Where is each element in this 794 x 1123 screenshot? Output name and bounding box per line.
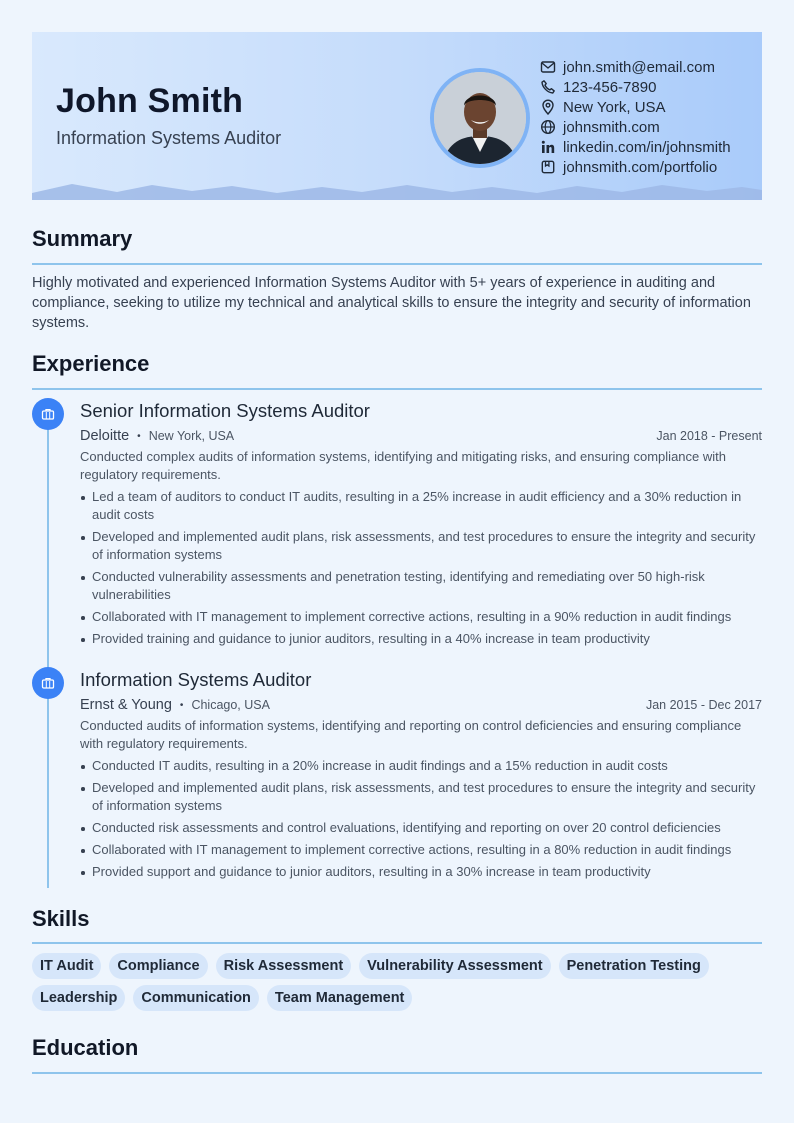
skill-chip: Compliance xyxy=(109,953,207,979)
mail-icon xyxy=(540,59,556,75)
job-dates: Jan 2015 - Dec 2017 xyxy=(645,698,762,712)
list-item: Conducted risk assessments and control evaluations, identifying and reporting on over 20 control deficiencies xyxy=(80,819,762,837)
job-location: Chicago, USA xyxy=(191,698,270,712)
contact-location: New York, USA xyxy=(540,97,731,117)
job-location: New York, USA xyxy=(148,429,235,443)
skill-chip: Vulnerability Assessment xyxy=(359,953,550,979)
list-item: Provided training and guidance to junior auditors, resulting in a 40% increase in team productivity xyxy=(80,630,762,648)
experience-divider xyxy=(32,388,762,390)
contact-phone[interactable]: 123-456-7890 xyxy=(540,77,731,97)
linkedin-icon xyxy=(540,139,556,155)
job-meta xyxy=(80,693,762,717)
timeline-dot-1 xyxy=(32,398,64,430)
list-item: Conducted IT audits, resulting in a 20% increase in audit findings and a 15% reduction in audit costs xyxy=(80,757,762,775)
contact-linkedin[interactable]: linkedin.com/in/johnsmith xyxy=(540,137,731,157)
contact-website[interactable]: johnsmith.com xyxy=(540,117,731,137)
skill-row xyxy=(32,953,762,979)
briefcase-icon xyxy=(41,676,55,690)
skill-chip: IT Audit xyxy=(32,953,101,979)
education-divider xyxy=(32,1072,762,1074)
list-item: Collaborated with IT management to implement corrective actions, resulting in a 80% reduction in audit findings xyxy=(80,841,762,859)
skills-list xyxy=(32,953,762,1017)
separator-dot: • xyxy=(137,430,141,442)
briefcase-icon xyxy=(41,407,55,421)
list-item: Developed and implemented audit plans, risk assessments, and test procedures to ensure the integrity and security of information systems xyxy=(80,528,762,564)
summary-divider xyxy=(32,263,762,265)
job-dates: Jan 2018 - Present xyxy=(656,429,762,443)
timeline-dot-2 xyxy=(32,667,64,699)
education-heading: Education xyxy=(32,1035,139,1060)
summary-text: Highly motivated and experienced Information Systems Auditor with 5+ years of experience in auditing and compliance, seeking to utilize my technical and analytical skills to ensure the integrity and security of information systems. xyxy=(32,275,751,331)
resume-header xyxy=(32,32,762,200)
skill-row xyxy=(32,985,762,1011)
skill-chip: Leadership xyxy=(32,985,125,1011)
list-item: Collaborated with IT management to implement corrective actions, resulting in a 90% reduction in audit findings xyxy=(80,608,762,626)
job-meta xyxy=(80,424,762,448)
skill-chip: Team Management xyxy=(267,985,412,1011)
globe-icon xyxy=(540,119,556,135)
skill-chip: Penetration Testing xyxy=(559,953,709,979)
list-item: Developed and implemented audit plans, risk assessments, and test procedures to ensure the integrity and security of information systems xyxy=(80,779,762,815)
summary-heading: Summary xyxy=(32,226,133,251)
timeline-line xyxy=(47,414,49,888)
skill-chip: Communication xyxy=(133,985,259,1011)
job-bullets xyxy=(80,488,762,648)
list-item: Led a team of auditors to conduct IT audits, resulting in a 25% increase in audit efficiency and a 30% reduction in audit costs xyxy=(80,488,762,524)
avatar xyxy=(430,68,530,168)
skill-chip: Risk Assessment xyxy=(216,953,352,979)
contact-portfolio[interactable]: johnsmith.com/portfolio xyxy=(540,157,731,177)
job-company: Deloitte xyxy=(80,428,130,444)
contact-email[interactable]: john.smith@email.com xyxy=(540,57,731,77)
job-bullets xyxy=(80,757,762,881)
candidate-title: Information Systems Auditor xyxy=(56,128,282,148)
location-pin-icon xyxy=(540,99,556,115)
job-description: Conducted audits of information systems, identifying and reporting on control deficiencies and ensuring compliance with regulatory requirements. xyxy=(80,718,742,751)
skills-divider xyxy=(32,942,762,944)
skills-heading: Skills xyxy=(32,906,90,931)
job-entry-2 xyxy=(80,667,762,885)
job-title: Information Systems Auditor xyxy=(80,669,312,690)
candidate-name: John Smith xyxy=(56,82,244,120)
job-company: Ernst & Young xyxy=(80,697,172,713)
job-description: Conducted complex audits of information systems, identifying and mitigating risks, and ensuring compliance with regulatory requirements. xyxy=(80,449,726,482)
header-mountain-decoration xyxy=(32,180,762,200)
contact-list xyxy=(540,57,731,177)
phone-icon xyxy=(540,79,556,95)
job-entry-1 xyxy=(80,398,762,652)
portfolio-icon xyxy=(540,159,556,175)
separator-dot: • xyxy=(179,699,184,711)
job-title: Senior Information Systems Auditor xyxy=(80,400,370,421)
list-item: Conducted vulnerability assessments and penetration testing, identifying and remediating over 50 high-risk vulnerabilities xyxy=(80,568,762,604)
experience-heading: Experience xyxy=(32,351,150,376)
list-item: Provided support and guidance to junior auditors, resulting in a 30% increase in team productivity xyxy=(80,863,762,881)
